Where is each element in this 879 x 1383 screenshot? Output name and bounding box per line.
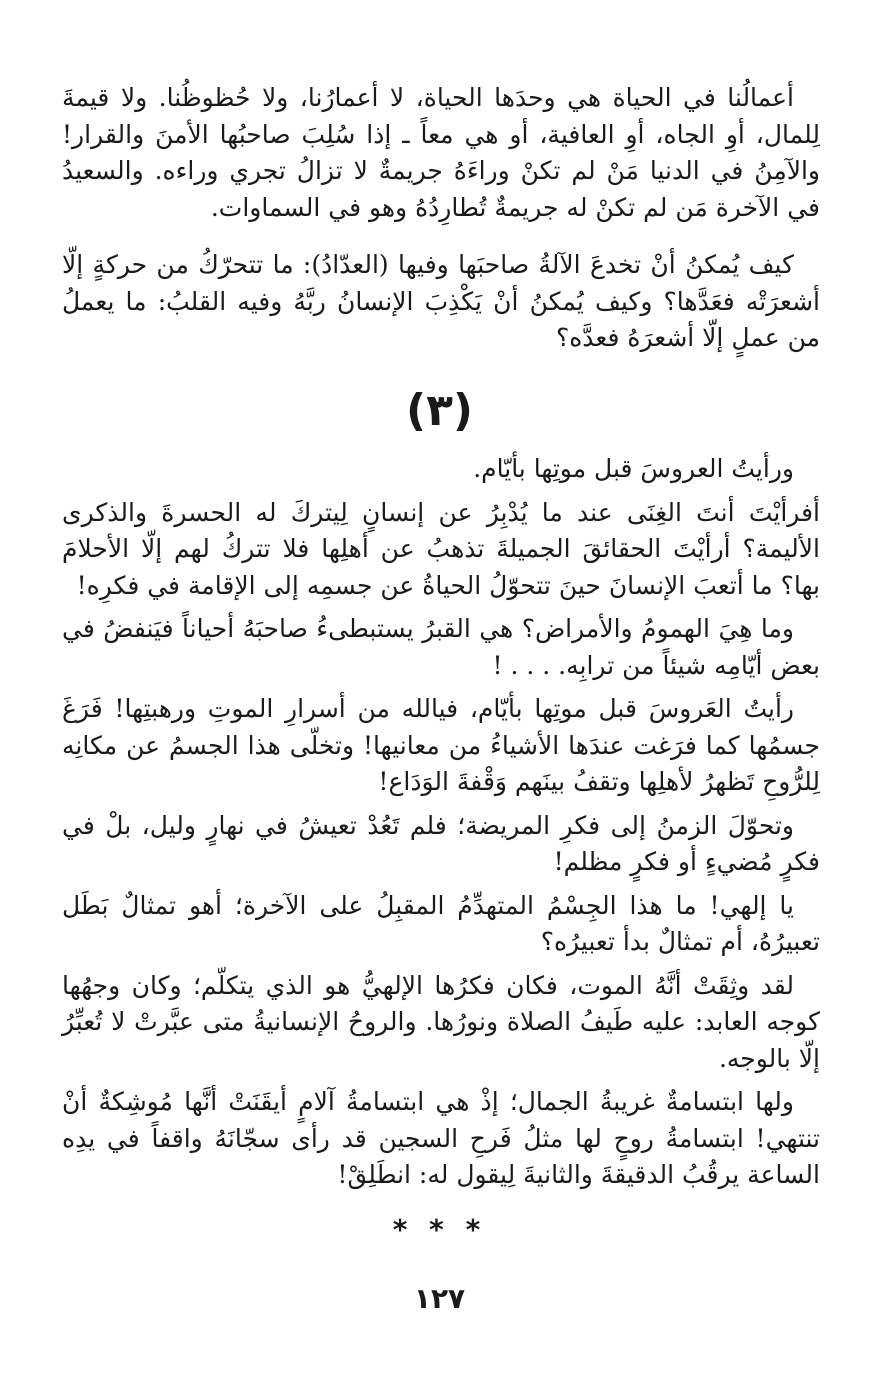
paragraph-3: ورأيتُ العروسَ قبل موتِها بأيّام. — [473, 454, 794, 483]
section-body — [62, 451, 820, 1194]
opening-paragraph — [62, 80, 820, 226]
paragraph-6: رأيتُ العَروسَ قبل موتِها بأيّام، فيالله من أسرارِ الموتِ ورهبتِها! فَرَغَ جسمُها كما فرَغت عندَها الأشياءُ من معانيها! وتخلّى هذا الجسمُ عن مكانِه لِلرُّوحِ تَظهرُ لأهلِها وتقفُ بينَهم وَقْفةَ الوَدَاع! — [62, 694, 820, 796]
page-number: ١٢٧ — [413, 1282, 466, 1315]
paragraph-7: وتحوّلَ الزمنُ إلى فكرِ المريضة؛ فلم تَعُدْ تعيشُ في نهارٍ وليل، بلْ في فكرٍ مُضيءٍ أو فكرٍ مظلم! — [62, 810, 820, 876]
paragraph-9: لقد وثِقَتْ أنَّهُ الموت، فكان فكرُها الإلهيُّ هو الذي يتكلّم؛ وكان وجهُها كوجه العابد: عليه طَيفُ الصلاة ونورُها. والروحُ الإنسانيةُ متى عبَّرتْ لا تُعبِّرُ إلّا بالوجه. — [62, 970, 820, 1073]
paragraph-4: أفرأيْتَ أنتَ الغِنَى عند ما يُدْبِرُ عن إنسانٍ لِيتركَ له الحسرةَ والذكرى الأليمة؟ أرأيْتَ الحقائقَ الجميلةَ تذهبُ عن أهلِها فلا تتركُ لهم إلّا الأحلامَ بها؟ ما أتعبَ الإنسانَ حينَ تتحوّلُ الحياةُ عن جسمِه إلى الإقامة في فكرِه! — [62, 497, 820, 600]
section-heading-number: (٣) — [405, 385, 474, 436]
paragraph-8: يا إلهي! ما هذا الجِسْمُ المتهدِّمُ المقبِلُ على الآخرة؛ أهو تمثالٌ بَطَل تعبيرُهُ، أم تمثالٌ بدأ تعبيرُه؟ — [62, 890, 820, 956]
second-paragraph — [62, 247, 820, 357]
paragraph-5: وما هِيَ الهمومُ والأمراض؟ هي القبرُ يستبطىءُ صاحبَهُ أحياناً فيَنفضُ في بعض أيّامِه شيئاً من ترابِه. . . . ! — [62, 614, 820, 680]
paragraph-10: ولها ابتسامةٌ غريبةُ الجمال؛ إذْ هي ابتسامةُ آلامٍ أيقَنَتْ أنَّها مُوشِكةٌ أنْ تنتهي! ابتسامةُ روحٍ لها مثلُ فَرحِ السجين قد رأى سجّانَهُ واقفاً في يدِه الساعة يرقُبُ الدقيقةَ والثانيةَ لِيقول له: انطَلِقْ! — [62, 1087, 820, 1189]
paragraph-2: كيف يُمكنُ أنْ تخدعَ الآلةُ صاحبَها وفيها (العدّادُ): ما تتحرّكُ من حركةٍ إلّا أشعرَتْه فعَدَّها؟ وكيف يُمكنُ أنْ يَكْذِبَ الإنسانُ ربَّهُ وفيه القلبُ: ما يعملُ من عملٍ إلّا أشعرَهُ فعدَّه؟ — [62, 250, 820, 352]
paragraph-1: أعمالُنا في الحياة هي وحدَها الحياة، لا أعمارُنا، ولا حُظوظُنا. ولا قيمةَ لِلمال، أوِ الجاه، أوِ العافية، أو هي معاً ـ إذا سُلِبَ صاحبُها الأمنَ والقرار! والآمِنُ في الدنيا مَنْ لم تكنْ وراءَهُ جريمةٌ لا تزالُ تجري وراءه. والسعيدُ في الآخرة مَن لم تكنْ له جريمةٌ تُطارِدُهُ وهو في السماوات. — [62, 83, 820, 222]
section-separator: * * * — [392, 1213, 487, 1246]
